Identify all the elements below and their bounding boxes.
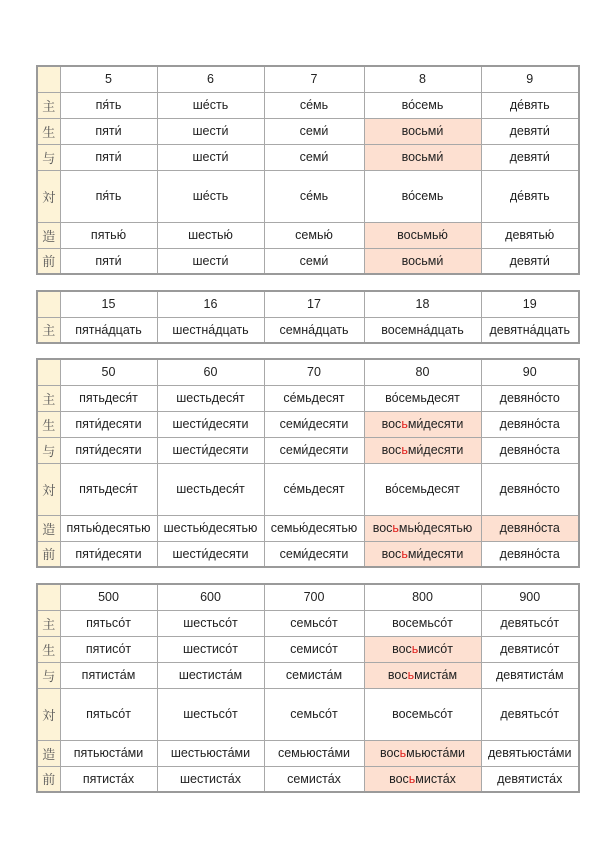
header-numeral: 60 (157, 359, 264, 385)
case-label: 主 (37, 92, 60, 118)
table-row (37, 688, 579, 740)
declension-cell: пя́ть (60, 170, 157, 222)
declension-cell: пятиста́х (60, 766, 157, 792)
declension-cell: во́семь (364, 170, 481, 222)
declension-cell: се́мь (264, 170, 364, 222)
word-part: вос (381, 546, 402, 561)
table-row (37, 662, 579, 688)
declension-cell: семиста́м (264, 662, 364, 688)
declension-cell: шести́десяти (157, 541, 264, 567)
corner-cell (37, 359, 60, 385)
case-label: 対 (37, 688, 60, 740)
case-label: 前 (37, 766, 60, 792)
declension-cell: девяно́ста (481, 515, 579, 541)
declension-cell: шестьсо́т (157, 688, 264, 740)
header-numeral: 15 (60, 291, 157, 317)
declension-cell: семи́ (264, 248, 364, 274)
word-part: вос (381, 443, 402, 457)
case-label: 主 (37, 317, 60, 343)
declension-cell: шести́десяти (157, 437, 264, 463)
header-numeral: 16 (157, 291, 264, 317)
table-row (37, 92, 579, 118)
declension-cell: семью́десятью (264, 515, 364, 541)
declension-cell: девяти́ (481, 248, 579, 274)
declension-cell: пятьсо́т (60, 610, 157, 636)
case-label: 主 (37, 610, 60, 636)
word-part: мью́десятью (398, 521, 473, 535)
declension-cell: семью́ (264, 222, 364, 248)
declension-cell: шестьдеся́т (157, 385, 264, 411)
declension-cell: пятьдеся́т (60, 385, 157, 411)
numeral-table-5 (36, 65, 580, 275)
declension-cell: се́мьдесят (264, 463, 364, 515)
declension-cell: семи́десяти (264, 437, 364, 463)
numeral-table-15 (36, 290, 580, 344)
header-numeral: 800 (364, 584, 481, 610)
declension-cell: девятна́дцать (481, 317, 579, 343)
declension-cell: пяти́ (60, 144, 157, 170)
declension-cell: семи́ (264, 144, 364, 170)
table-row (37, 766, 579, 792)
case-label: 生 (37, 118, 60, 144)
case-label: 主 (37, 385, 60, 411)
header-numeral: 50 (60, 359, 157, 385)
word-part: миста́х (415, 771, 456, 786)
declension-cell: восемьсо́т (364, 610, 481, 636)
case-label: 与 (37, 662, 60, 688)
declension-cell (364, 411, 481, 437)
header-row (37, 359, 579, 385)
declension-cell: восьми́ (364, 118, 481, 144)
declension-cell: шестьсо́т (157, 610, 264, 636)
declension-cell: девятьюста́ми (481, 740, 579, 766)
declension-cell (364, 662, 481, 688)
corner-cell (37, 66, 60, 92)
declension-cell: шести́ (157, 248, 264, 274)
word-part: миста́м (414, 668, 458, 682)
header-numeral: 19 (481, 291, 579, 317)
header-row (37, 66, 579, 92)
word-part: вос (389, 771, 409, 786)
declension-cell: пятьсо́т (60, 688, 157, 740)
case-label: 与 (37, 144, 60, 170)
header-numeral: 500 (60, 584, 157, 610)
declension-cell: восьмью́ (364, 222, 481, 248)
case-label: 前 (37, 248, 60, 274)
table-row (37, 118, 579, 144)
declension-cell: пяти́десяти (60, 437, 157, 463)
declension-cell: ше́сть (157, 170, 264, 222)
declension-cell: шести́ (157, 118, 264, 144)
table-row (37, 170, 579, 222)
table-row (37, 740, 579, 766)
declension-cell: восемна́дцать (364, 317, 481, 343)
table-row (37, 610, 579, 636)
table-row (37, 437, 579, 463)
declension-cell: во́семьдесят (364, 385, 481, 411)
word-part: вос (392, 642, 412, 656)
corner-cell (37, 584, 60, 610)
declension-cell: во́семь (364, 92, 481, 118)
declension-cell: семисо́т (264, 636, 364, 662)
declension-cell: девятиста́х (481, 766, 579, 792)
numeral-table-50 (36, 358, 580, 568)
word-part: вос (379, 746, 400, 760)
declension-cell: пяти́десяти (60, 411, 157, 437)
case-label: 造 (37, 515, 60, 541)
table-row (37, 222, 579, 248)
declension-cell: семьюста́ми (264, 740, 364, 766)
highlighted-letter: ь (408, 771, 416, 786)
declension-cell: пяти́ (60, 248, 157, 274)
declension-cell: семи́ (264, 118, 364, 144)
table-row (37, 144, 579, 170)
declension-cell: девяно́ста (481, 541, 579, 567)
declension-cell: семьсо́т (264, 610, 364, 636)
highlighted-letter: ь (401, 417, 408, 431)
case-label: 前 (37, 541, 60, 567)
case-label: 対 (37, 463, 60, 515)
word-part: ми́десяти (407, 546, 464, 561)
header-numeral: 900 (481, 584, 579, 610)
declension-cell: семи́десяти (264, 411, 364, 437)
highlighted-letter: ь (401, 546, 408, 561)
declension-cell: пятьдеся́т (60, 463, 157, 515)
word-part: мисо́т (418, 642, 453, 656)
table-row (37, 515, 579, 541)
declension-cell: се́мьдесят (264, 385, 364, 411)
table-row (37, 317, 579, 343)
header-numeral: 5 (60, 66, 157, 92)
declension-cell: девяно́сто (481, 463, 579, 515)
declension-cell: восьми́ (364, 144, 481, 170)
declension-cell: семи́десяти (264, 541, 364, 567)
declension-cell: девяно́сто (481, 385, 579, 411)
numeral-table-500 (36, 583, 580, 793)
header-numeral: 7 (264, 66, 364, 92)
declension-cell: шести́десяти (157, 411, 264, 437)
declension-cell: шестиста́х (157, 766, 264, 792)
declension-cell: семьсо́т (264, 688, 364, 740)
declension-cell (364, 740, 481, 766)
declension-cell: се́мь (264, 92, 364, 118)
declension-cell: шестисо́т (157, 636, 264, 662)
table-row (37, 385, 579, 411)
case-label: 造 (37, 222, 60, 248)
declension-cell: пятью́ (60, 222, 157, 248)
word-part: вос (372, 521, 393, 535)
header-row (37, 584, 579, 610)
header-numeral: 90 (481, 359, 579, 385)
declension-cell: девятиста́м (481, 662, 579, 688)
highlighted-letter: ь (399, 746, 407, 760)
declension-cell: восьми́ (364, 248, 481, 274)
declension-cell: девяти́ (481, 144, 579, 170)
declension-cell: девятьсо́т (481, 610, 579, 636)
header-numeral: 70 (264, 359, 364, 385)
header-numeral: 80 (364, 359, 481, 385)
declension-cell: семна́дцать (264, 317, 364, 343)
declension-cell: девятью́ (481, 222, 579, 248)
declension-cell: девятьсо́т (481, 688, 579, 740)
word-part: мьюста́ми (406, 746, 466, 760)
table-row (37, 463, 579, 515)
table-row (37, 411, 579, 437)
word-part: вос (381, 417, 402, 431)
declension-cell: шестьюста́ми (157, 740, 264, 766)
header-numeral: 17 (264, 291, 364, 317)
header-numeral: 6 (157, 66, 264, 92)
case-label: 与 (37, 437, 60, 463)
case-label: 造 (37, 740, 60, 766)
declension-cell: пятью́десятью (60, 515, 157, 541)
declension-cell: шестиста́м (157, 662, 264, 688)
declension-cell: шести́ (157, 144, 264, 170)
declension-cell (364, 766, 481, 792)
case-label: 生 (37, 411, 60, 437)
declension-cell: пятиста́м (60, 662, 157, 688)
word-part: ми́десяти (407, 417, 464, 431)
declension-cell: пятна́дцать (60, 317, 157, 343)
header-numeral: 18 (364, 291, 481, 317)
highlighted-letter: ь (411, 642, 419, 656)
declension-cell: ше́сть (157, 92, 264, 118)
declension-cell: шестью́ (157, 222, 264, 248)
declension-cell (364, 541, 481, 567)
declension-cell: девяно́ста (481, 411, 579, 437)
declension-cell: девяти́ (481, 118, 579, 144)
declension-cell: во́семьдесят (364, 463, 481, 515)
declension-cell (364, 636, 481, 662)
declension-cell: шестью́десятью (157, 515, 264, 541)
declension-cell (364, 515, 481, 541)
header-numeral: 8 (364, 66, 481, 92)
declension-cell: пятьюста́ми (60, 740, 157, 766)
declension-cell: девяно́ста (481, 437, 579, 463)
header-numeral: 9 (481, 66, 579, 92)
declension-cell: семиста́х (264, 766, 364, 792)
declension-cell: де́вять (481, 170, 579, 222)
declension-cell: пяти́ (60, 118, 157, 144)
highlighted-letter: ь (392, 521, 399, 535)
case-label: 生 (37, 636, 60, 662)
word-part: вос (387, 668, 408, 682)
case-label: 対 (37, 170, 60, 222)
highlighted-letter: ь (407, 668, 415, 682)
header-numeral: 700 (264, 584, 364, 610)
declension-cell: пяти́десяти (60, 541, 157, 567)
declension-cell: шестна́дцать (157, 317, 264, 343)
word-part: ми́десяти (407, 443, 464, 457)
declension-cell: пя́ть (60, 92, 157, 118)
declension-cell: восемьсо́т (364, 688, 481, 740)
declension-cell (364, 437, 481, 463)
highlighted-letter: ь (401, 443, 408, 457)
corner-cell (37, 291, 60, 317)
declension-cell: пятисо́т (60, 636, 157, 662)
declension-cell: девятисо́т (481, 636, 579, 662)
header-numeral: 600 (157, 584, 264, 610)
header-row (37, 291, 579, 317)
declension-cell: шестьдеся́т (157, 463, 264, 515)
table-row (37, 541, 579, 567)
declension-cell: де́вять (481, 92, 579, 118)
table-row (37, 636, 579, 662)
table-row (37, 248, 579, 274)
